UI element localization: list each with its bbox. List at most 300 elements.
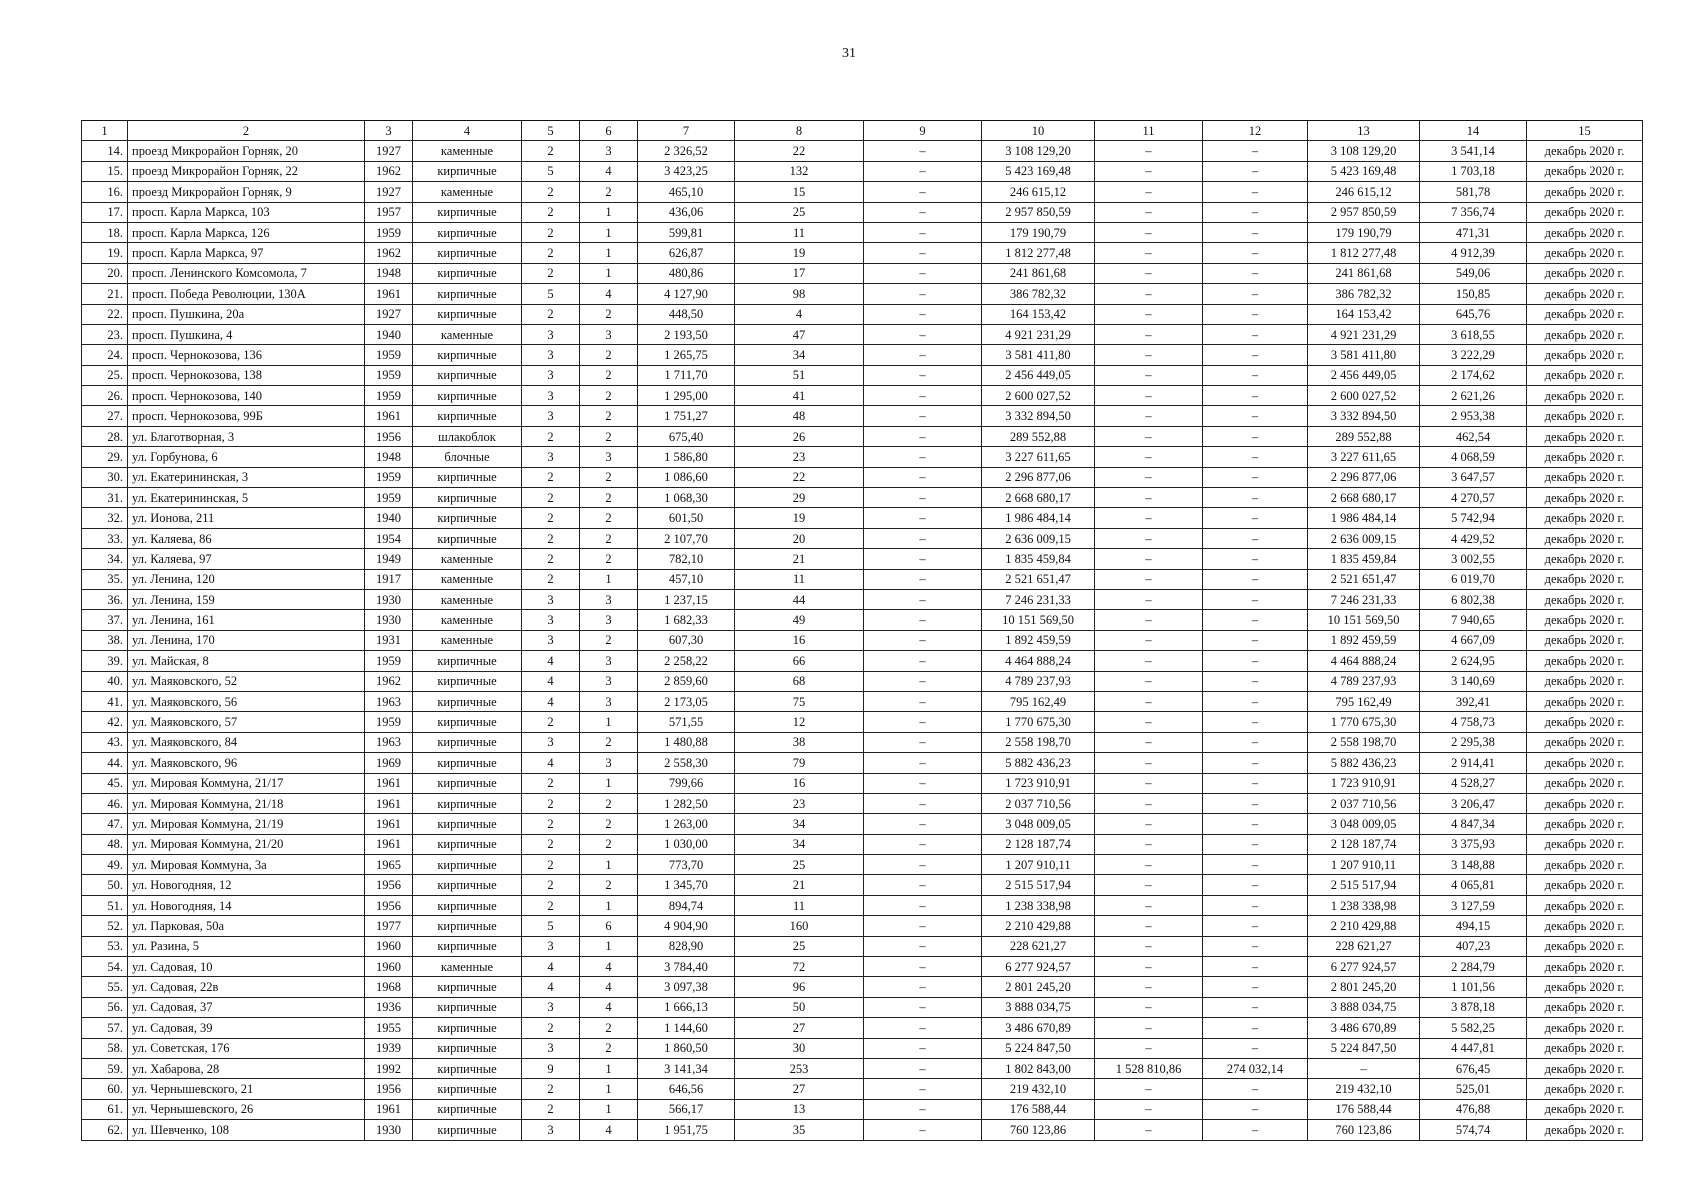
column-header-12: 12 — [1203, 121, 1308, 141]
year-cell: 1957 — [365, 202, 413, 222]
entrances-cell: 2 — [580, 426, 638, 446]
col11-cell: – — [1095, 467, 1203, 487]
floors-cell: 2 — [522, 712, 580, 732]
year-cell: 1948 — [365, 263, 413, 283]
col12-cell: – — [1203, 1038, 1308, 1058]
col9-cell: – — [864, 467, 982, 487]
col9-cell: – — [864, 814, 982, 834]
col13-cell: 228 621,27 — [1308, 936, 1420, 956]
area-cell: 1 860,50 — [638, 1038, 735, 1058]
cost-total-cell: 5 423 169,48 — [982, 161, 1095, 181]
address-cell: ул. Благотворная, 3 — [128, 426, 365, 446]
deadline-cell: декабрь 2020 г. — [1527, 834, 1643, 854]
col12-cell: – — [1203, 447, 1308, 467]
table-row — [82, 386, 1643, 406]
cost-total-cell: 4 789 237,93 — [982, 671, 1095, 691]
residents-cell: 25 — [735, 855, 864, 875]
floors-cell: 3 — [522, 324, 580, 344]
wall-material-cell: кирпичные — [413, 1018, 522, 1038]
col9-cell: – — [864, 834, 982, 854]
table-row — [82, 855, 1643, 875]
entrances-cell: 2 — [580, 1038, 638, 1058]
col11-cell: – — [1095, 1038, 1203, 1058]
cost-total-cell: 241 861,68 — [982, 263, 1095, 283]
col11-cell: – — [1095, 141, 1203, 161]
residents-cell: 23 — [735, 447, 864, 467]
deadline-cell: декабрь 2020 г. — [1527, 753, 1643, 773]
col14-cell: 3 878,18 — [1420, 997, 1527, 1017]
wall-material-cell: кирпичные — [413, 651, 522, 671]
deadline-cell: декабрь 2020 г. — [1527, 895, 1643, 915]
year-cell: 1930 — [365, 1120, 413, 1140]
floors-cell: 3 — [522, 365, 580, 385]
address-cell: ул. Разина, 5 — [128, 936, 365, 956]
residents-cell: 38 — [735, 732, 864, 752]
floors-cell: 3 — [522, 997, 580, 1017]
col12-cell: – — [1203, 263, 1308, 283]
entrances-cell: 2 — [580, 304, 638, 324]
wall-material-cell: кирпичные — [413, 855, 522, 875]
cost-total-cell: 1 835 459,84 — [982, 549, 1095, 569]
residents-cell: 16 — [735, 630, 864, 650]
cost-total-cell: 3 581 411,80 — [982, 345, 1095, 365]
row-number: 55. — [82, 977, 128, 997]
year-cell: 1917 — [365, 569, 413, 589]
col9-cell: – — [864, 1099, 982, 1119]
table-row — [82, 916, 1643, 936]
area-cell: 1 951,75 — [638, 1120, 735, 1140]
col13-cell: 5 882 436,23 — [1308, 753, 1420, 773]
wall-material-cell: кирпичные — [413, 977, 522, 997]
address-cell: ул. Екатерининская, 5 — [128, 488, 365, 508]
col13-cell: 1 812 277,48 — [1308, 243, 1420, 263]
address-cell: ул. Новогодняя, 12 — [128, 875, 365, 895]
row-number: 29. — [82, 447, 128, 467]
area-cell: 1 711,70 — [638, 365, 735, 385]
entrances-cell: 2 — [580, 630, 638, 650]
col9-cell: – — [864, 1079, 982, 1099]
col11-cell: – — [1095, 630, 1203, 650]
year-cell: 1959 — [365, 712, 413, 732]
deadline-cell: декабрь 2020 г. — [1527, 447, 1643, 467]
entrances-cell: 3 — [580, 671, 638, 691]
col11-cell: – — [1095, 712, 1203, 732]
area-cell: 457,10 — [638, 569, 735, 589]
row-number: 23. — [82, 324, 128, 344]
wall-material-cell: кирпичные — [413, 732, 522, 752]
row-number: 60. — [82, 1079, 128, 1099]
col12-cell: – — [1203, 589, 1308, 609]
col14-cell: 407,23 — [1420, 936, 1527, 956]
col9-cell: – — [864, 1058, 982, 1078]
col9-cell: – — [864, 569, 982, 589]
col11-cell: – — [1095, 345, 1203, 365]
area-cell: 2 326,52 — [638, 141, 735, 161]
address-cell: просп. Ленинского Комсомола, 7 — [128, 263, 365, 283]
wall-material-cell: кирпичные — [413, 814, 522, 834]
table-row — [82, 508, 1643, 528]
column-header-14: 14 — [1420, 121, 1527, 141]
col14-cell: 7 940,65 — [1420, 610, 1527, 630]
floors-cell: 2 — [522, 488, 580, 508]
row-number: 50. — [82, 875, 128, 895]
housing-registry-table — [81, 120, 1643, 1141]
address-cell: ул. Маяковского, 57 — [128, 712, 365, 732]
row-number: 19. — [82, 243, 128, 263]
residents-cell: 23 — [735, 793, 864, 813]
table-row — [82, 671, 1643, 691]
col13-cell: 176 588,44 — [1308, 1099, 1420, 1119]
floors-cell: 2 — [522, 569, 580, 589]
deadline-cell: декабрь 2020 г. — [1527, 243, 1643, 263]
residents-cell: 49 — [735, 610, 864, 630]
col14-cell: 150,85 — [1420, 284, 1527, 304]
col9-cell: – — [864, 426, 982, 446]
col9-cell: – — [864, 1018, 982, 1038]
row-number: 48. — [82, 834, 128, 854]
year-cell: 1959 — [365, 386, 413, 406]
year-cell: 1927 — [365, 141, 413, 161]
deadline-cell: декабрь 2020 г. — [1527, 304, 1643, 324]
deadline-cell: декабрь 2020 г. — [1527, 467, 1643, 487]
col9-cell: – — [864, 957, 982, 977]
col13-cell: 2 801 245,20 — [1308, 977, 1420, 997]
floors-cell: 5 — [522, 916, 580, 936]
floors-cell: 4 — [522, 957, 580, 977]
col13-cell: 1 207 910,11 — [1308, 855, 1420, 875]
wall-material-cell: кирпичные — [413, 345, 522, 365]
col9-cell: – — [864, 916, 982, 936]
column-header-1: 1 — [82, 121, 128, 141]
address-cell: проезд Микрорайон Горняк, 20 — [128, 141, 365, 161]
row-number: 38. — [82, 630, 128, 650]
col14-cell: 6 019,70 — [1420, 569, 1527, 589]
table-row — [82, 936, 1643, 956]
col14-cell: 476,88 — [1420, 1099, 1527, 1119]
floors-cell: 3 — [522, 386, 580, 406]
deadline-cell: декабрь 2020 г. — [1527, 957, 1643, 977]
col9-cell: – — [864, 773, 982, 793]
residents-cell: 11 — [735, 895, 864, 915]
floors-cell: 3 — [522, 936, 580, 956]
address-cell: ул. Чернышевского, 26 — [128, 1099, 365, 1119]
wall-material-cell: кирпичные — [413, 691, 522, 711]
floors-cell: 2 — [522, 895, 580, 915]
entrances-cell: 4 — [580, 957, 638, 977]
table-row — [82, 1079, 1643, 1099]
wall-material-cell: каменные — [413, 610, 522, 630]
address-cell: просп. Чернокозова, 140 — [128, 386, 365, 406]
col11-cell: – — [1095, 1099, 1203, 1119]
area-cell: 1 030,00 — [638, 834, 735, 854]
cost-total-cell: 2 801 245,20 — [982, 977, 1095, 997]
entrances-cell: 3 — [580, 610, 638, 630]
column-header-3: 3 — [365, 121, 413, 141]
floors-cell: 3 — [522, 589, 580, 609]
col14-cell: 1 101,56 — [1420, 977, 1527, 997]
address-cell: ул. Маяковского, 96 — [128, 753, 365, 773]
floors-cell: 5 — [522, 284, 580, 304]
col12-cell: – — [1203, 161, 1308, 181]
table-row — [82, 732, 1643, 752]
year-cell: 1956 — [365, 875, 413, 895]
entrances-cell: 2 — [580, 732, 638, 752]
area-cell: 3 097,38 — [638, 977, 735, 997]
deadline-cell: декабрь 2020 г. — [1527, 589, 1643, 609]
area-cell: 828,90 — [638, 936, 735, 956]
cost-total-cell: 2 558 198,70 — [982, 732, 1095, 752]
col12-cell: – — [1203, 855, 1308, 875]
deadline-cell: декабрь 2020 г. — [1527, 875, 1643, 895]
area-cell: 3 784,40 — [638, 957, 735, 977]
row-number: 24. — [82, 345, 128, 365]
col11-cell: – — [1095, 263, 1203, 283]
cost-total-cell: 2 636 009,15 — [982, 528, 1095, 548]
col13-cell: 10 151 569,50 — [1308, 610, 1420, 630]
col13-cell: 1 770 675,30 — [1308, 712, 1420, 732]
residents-cell: 98 — [735, 284, 864, 304]
table-header — [82, 121, 1643, 141]
entrances-cell: 1 — [580, 773, 638, 793]
deadline-cell: декабрь 2020 г. — [1527, 182, 1643, 202]
row-number: 45. — [82, 773, 128, 793]
col13-cell: 241 861,68 — [1308, 263, 1420, 283]
table-row — [82, 324, 1643, 344]
entrances-cell: 2 — [580, 365, 638, 385]
cost-total-cell: 760 123,86 — [982, 1120, 1095, 1140]
col9-cell: – — [864, 895, 982, 915]
year-cell: 1962 — [365, 161, 413, 181]
floors-cell: 2 — [522, 304, 580, 324]
col11-cell: – — [1095, 365, 1203, 385]
year-cell: 1955 — [365, 1018, 413, 1038]
row-number: 43. — [82, 732, 128, 752]
table-row — [82, 814, 1643, 834]
deadline-cell: декабрь 2020 г. — [1527, 691, 1643, 711]
address-cell: просп. Победа Революции, 130А — [128, 284, 365, 304]
year-cell: 1959 — [365, 467, 413, 487]
year-cell: 1968 — [365, 977, 413, 997]
floors-cell: 3 — [522, 447, 580, 467]
col9-cell: – — [864, 141, 982, 161]
address-cell: ул. Садовая, 37 — [128, 997, 365, 1017]
area-cell: 436,06 — [638, 202, 735, 222]
col12-cell: – — [1203, 834, 1308, 854]
floors-cell: 4 — [522, 671, 580, 691]
wall-material-cell: кирпичные — [413, 467, 522, 487]
cost-total-cell: 795 162,49 — [982, 691, 1095, 711]
col14-cell: 581,78 — [1420, 182, 1527, 202]
residents-cell: 29 — [735, 488, 864, 508]
col12-cell: – — [1203, 406, 1308, 426]
residents-cell: 41 — [735, 386, 864, 406]
col14-cell: 5 582,25 — [1420, 1018, 1527, 1038]
col13-cell: 2 515 517,94 — [1308, 875, 1420, 895]
address-cell: ул. Маяковского, 56 — [128, 691, 365, 711]
col14-cell: 3 127,59 — [1420, 895, 1527, 915]
table-row — [82, 426, 1643, 446]
floors-cell: 2 — [522, 834, 580, 854]
area-cell: 1 586,80 — [638, 447, 735, 467]
cost-total-cell: 2 296 877,06 — [982, 467, 1095, 487]
column-header-9: 9 — [864, 121, 982, 141]
floors-cell: 3 — [522, 1120, 580, 1140]
area-cell: 1 265,75 — [638, 345, 735, 365]
col11-cell: – — [1095, 222, 1203, 242]
table-row — [82, 895, 1643, 915]
area-cell: 799,66 — [638, 773, 735, 793]
residents-cell: 66 — [735, 651, 864, 671]
col11-cell: – — [1095, 406, 1203, 426]
area-cell: 601,50 — [638, 508, 735, 528]
cost-total-cell: 1 207 910,11 — [982, 855, 1095, 875]
address-cell: ул. Садовая, 22в — [128, 977, 365, 997]
floors-cell: 4 — [522, 753, 580, 773]
residents-cell: 160 — [735, 916, 864, 936]
header-row — [82, 121, 1643, 141]
col14-cell: 3 206,47 — [1420, 793, 1527, 813]
deadline-cell: декабрь 2020 г. — [1527, 488, 1643, 508]
col9-cell: – — [864, 508, 982, 528]
col13-cell: 164 153,42 — [1308, 304, 1420, 324]
col11-cell: – — [1095, 589, 1203, 609]
deadline-cell: декабрь 2020 г. — [1527, 1099, 1643, 1119]
deadline-cell: декабрь 2020 г. — [1527, 406, 1643, 426]
col12-cell: – — [1203, 712, 1308, 732]
address-cell: ул. Ионова, 211 — [128, 508, 365, 528]
col12-cell: – — [1203, 630, 1308, 650]
cost-total-cell: 1 770 675,30 — [982, 712, 1095, 732]
address-cell: просп. Карла Маркса, 103 — [128, 202, 365, 222]
row-number: 53. — [82, 936, 128, 956]
col13-cell: 246 615,12 — [1308, 182, 1420, 202]
cost-total-cell: 3 108 129,20 — [982, 141, 1095, 161]
col14-cell: 4 758,73 — [1420, 712, 1527, 732]
col9-cell: – — [864, 243, 982, 263]
year-cell: 1963 — [365, 691, 413, 711]
area-cell: 1 751,27 — [638, 406, 735, 426]
row-number: 56. — [82, 997, 128, 1017]
table-row — [82, 488, 1643, 508]
table-row — [82, 1058, 1643, 1078]
table-row — [82, 1099, 1643, 1119]
col14-cell: 4 068,59 — [1420, 447, 1527, 467]
wall-material-cell: каменные — [413, 324, 522, 344]
cost-total-cell: 3 048 009,05 — [982, 814, 1095, 834]
col14-cell: 2 953,38 — [1420, 406, 1527, 426]
entrances-cell: 1 — [580, 243, 638, 263]
row-number: 58. — [82, 1038, 128, 1058]
deadline-cell: декабрь 2020 г. — [1527, 345, 1643, 365]
cost-total-cell: 3 227 611,65 — [982, 447, 1095, 467]
table-row — [82, 1038, 1643, 1058]
year-cell: 1956 — [365, 1079, 413, 1099]
deadline-cell: декабрь 2020 г. — [1527, 610, 1643, 630]
residents-cell: 34 — [735, 814, 864, 834]
year-cell: 1959 — [365, 488, 413, 508]
col9-cell: – — [864, 977, 982, 997]
entrances-cell: 4 — [580, 997, 638, 1017]
residents-cell: 21 — [735, 875, 864, 895]
area-cell: 3 141,34 — [638, 1058, 735, 1078]
entrances-cell: 3 — [580, 753, 638, 773]
residents-cell: 44 — [735, 589, 864, 609]
col9-cell: – — [864, 202, 982, 222]
col13-cell: 4 464 888,24 — [1308, 651, 1420, 671]
year-cell: 1960 — [365, 936, 413, 956]
deadline-cell: декабрь 2020 г. — [1527, 997, 1643, 1017]
address-cell: просп. Пушкина, 20а — [128, 304, 365, 324]
year-cell: 1962 — [365, 671, 413, 691]
col14-cell: 549,06 — [1420, 263, 1527, 283]
wall-material-cell: кирпичные — [413, 1120, 522, 1140]
year-cell: 1961 — [365, 814, 413, 834]
table-row — [82, 589, 1643, 609]
col12-cell: – — [1203, 202, 1308, 222]
table-row — [82, 957, 1643, 977]
col12-cell: – — [1203, 1018, 1308, 1038]
floors-cell: 2 — [522, 426, 580, 446]
area-cell: 626,87 — [638, 243, 735, 263]
deadline-cell: декабрь 2020 г. — [1527, 1079, 1643, 1099]
column-header-7: 7 — [638, 121, 735, 141]
residents-cell: 20 — [735, 528, 864, 548]
row-number: 47. — [82, 814, 128, 834]
residents-cell: 12 — [735, 712, 864, 732]
floors-cell: 4 — [522, 691, 580, 711]
floors-cell: 2 — [522, 773, 580, 793]
col13-cell: 3 108 129,20 — [1308, 141, 1420, 161]
row-number: 15. — [82, 161, 128, 181]
col13-cell: 2 296 877,06 — [1308, 467, 1420, 487]
row-number: 30. — [82, 467, 128, 487]
col12-cell: – — [1203, 936, 1308, 956]
deadline-cell: декабрь 2020 г. — [1527, 977, 1643, 997]
table-row — [82, 284, 1643, 304]
col13-cell: 289 552,88 — [1308, 426, 1420, 446]
area-cell: 2 107,70 — [638, 528, 735, 548]
entrances-cell: 2 — [580, 488, 638, 508]
year-cell: 1959 — [365, 345, 413, 365]
col12-cell: – — [1203, 141, 1308, 161]
wall-material-cell: кирпичные — [413, 1099, 522, 1119]
table-row — [82, 263, 1643, 283]
cost-total-cell: 7 246 231,33 — [982, 589, 1095, 609]
col13-cell: 2 957 850,59 — [1308, 202, 1420, 222]
address-cell: просп. Чернокозова, 138 — [128, 365, 365, 385]
entrances-cell: 1 — [580, 855, 638, 875]
cost-total-cell: 3 486 670,89 — [982, 1018, 1095, 1038]
col9-cell: – — [864, 304, 982, 324]
floors-cell: 2 — [522, 182, 580, 202]
table-row — [82, 610, 1643, 630]
table-row — [82, 406, 1643, 426]
wall-material-cell: кирпичные — [413, 406, 522, 426]
col13-cell: 7 246 231,33 — [1308, 589, 1420, 609]
col13-cell: 3 888 034,75 — [1308, 997, 1420, 1017]
year-cell: 1961 — [365, 793, 413, 813]
floors-cell: 2 — [522, 855, 580, 875]
table-row — [82, 141, 1643, 161]
cost-total-cell: 386 782,32 — [982, 284, 1095, 304]
area-cell: 607,30 — [638, 630, 735, 650]
cost-total-cell: 2 600 027,52 — [982, 386, 1095, 406]
floors-cell: 2 — [522, 141, 580, 161]
cost-total-cell: 164 153,42 — [982, 304, 1095, 324]
col13-cell: 4 789 237,93 — [1308, 671, 1420, 691]
table-row — [82, 651, 1643, 671]
residents-cell: 26 — [735, 426, 864, 446]
